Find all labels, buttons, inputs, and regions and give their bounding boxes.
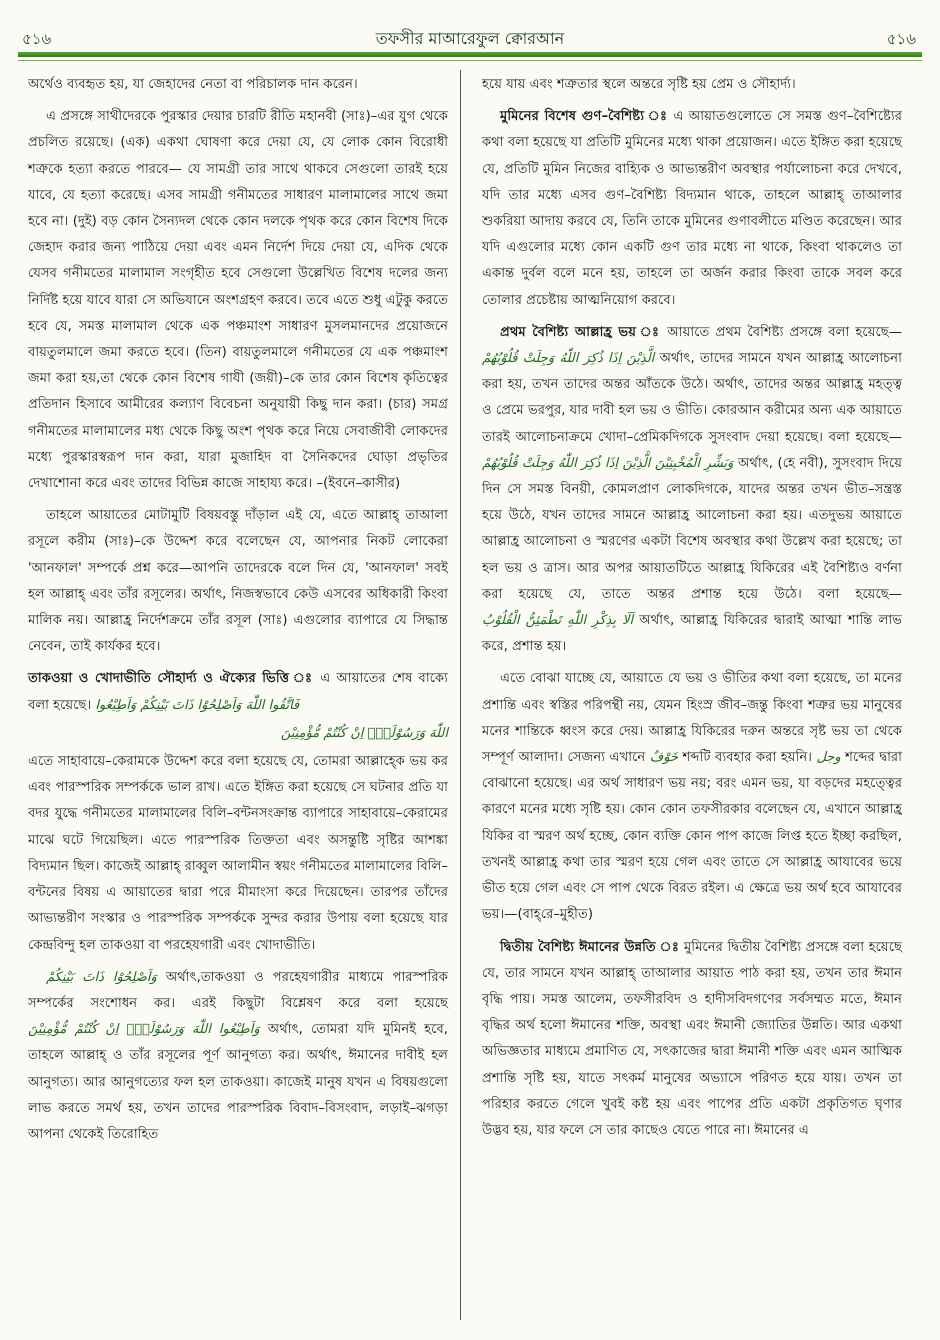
arabic-verse: فَاتَّقُوا اللّٰهَ وَاَصْلِحُوْا ذَاتَ بَيْنِكُمْ وَاَطِيْعُوا [95, 697, 300, 713]
right-column [482, 72, 902, 1150]
running-title: তফসীর মাআরেফুল ক্বোরআন [375, 29, 565, 48]
paragraph [482, 935, 902, 1145]
page-header [0, 0, 940, 60]
paragraph [482, 666, 902, 928]
text-run: অর্থাৎ, (হে নবী), সুসংবাদ দিয়ে দিন সে সমস্ত বিনয়ী, কোমলপ্রাণ লোকদিগকে, যাদের অন্তর তখন ভীত–সন্ত্রস্ত হয়ে উঠে, যখন তাদের সামনে আল্লাহ্র আলোচনা করা হয়। এতদুভয় আয়াতে আল্লাহ্র আলোচনা ও স্মরণের একটা বিশেষ অবস্থার কথা উল্লেখ করা হয়েছে; তা হল ভয় ও ত্রাস। আর অপর আয়াতটিতে আল্লাহ্র যিকিরের এই বৈশিষ্ট্যও বর্ণনা করা হয়েছে যে, তাতে অন্তর প্রশান্ত হয়ে উঠে। বলা হয়েছে— [482, 455, 902, 602]
arabic-verse: وَاَطِيْعُوا اللّٰهَ وَرَسُوْلَهٗۤ اِنْ كُنْتُمْ مُّؤْمِنِيْنَ [28, 1022, 260, 1038]
section-heading: দ্বিতীয় বৈশিষ্ট্য ঈমানের উন্নতি ঃ [500, 939, 680, 955]
header-rule [18, 52, 922, 57]
paragraph: হয়ে যায় এবং শত্রুতার স্থলে অন্তরে সৃষ্টি হয় প্রেম ও সৌহার্দ্য। [482, 77, 796, 92]
page-number-right: ৫১৬ [886, 30, 916, 48]
text-run: অর্থাৎ, আল্লাহ্র যিকিরের দ্বারাই আত্মা শান্তি লাভ করে, প্রশান্ত হয়। [482, 613, 903, 655]
page-number-left: ৫১৬ [22, 30, 52, 48]
arabic-verse: اللّٰهَ وَرَسُوْلَهٗۤ اِنْ كُنْتُمْ مُّؤْمِنِيْنَ [280, 725, 448, 741]
text-run: মুমিনের দ্বিতীয় বৈশিষ্ট্য প্রসঙ্গে বলা হয়েছে যে, তার সামনে যখন আল্লাহ্ তাআলার আয়াত পাঠ করা হয়, তখন তার ঈমান বৃদ্ধি পায়। সমস্ত আলেম, তফসীরবিদ ও হাদীসবিদগণের সর্বসম্মত মতে, ঈমান বৃদ্ধির অর্থ হলো ঈমানের শক্তি, অবস্থা এবং ঈমানী জ্যোতির উন্নতি। আর একথা অভিজ্ঞতার মাধ্যমে প্রমাণিত যে, সৎকাজের দ্বারা ঈমানী শক্তি এবং এমন আত্মিক প্রশান্তি সৃষ্টি হয়, যাতে সৎকর্ম মানুষের অভ্যাসে পরিণত হয়ে যায়। তখন তা পরিহার করতে গেলে খুবই কষ্ট হয় এবং পাপের প্রতি একটা প্রকৃতিগত ঘৃণার উদ্ভব হয়, যার ফলে সে তার কাছেও যেতে পারে না। ঈমানের এ [482, 939, 902, 1138]
text-run: এতে বোঝা যাচ্ছে যে, আয়াতে যে ভয় ও ভীতির কথা বলা হয়েছে, তা মনের প্রশান্তি এবং স্বস্তির পরিপন্থী নয়, যেমন হিংস্র জীব–জন্তু কিংবা শত্রুর ভয় মানুষের মনের শান্তিকে ধ্বংস করে দেয়। আল্লাহ্র যিকিরের দরুন অন্তরে সৃষ্ট ভয় তা থেকে সম্পূর্ণ আলাদা। সেজন্য এখানে [482, 671, 902, 766]
paragraph [482, 320, 902, 661]
paragraph: তাহলে আয়াতের মোটামুটি বিষয়বস্তু দাঁড়াল এই যে, এতে আল্লাহ্ তাআলা রসূলে করীম (সাঃ)–কে উদ্দেশ করে বলেছেন যে, আপনার নিকট লোকেরা 'আনফাল' সম্পর্কে প্রশ্ন করে—আপনি তাদেরকে বলে দিন যে, 'আনফাল' সবই হল আল্লাহ্ এবং তাঁর রসূলের। অর্থাৎ, নিজস্বভাবে কেউ এসবের অধিকারী কিংবা মালিক নয়। আল্লাহ্র নির্দেশক্রমে তাঁর রসূল (সাঃ) এগুলোর ব্যাপারে যে সিদ্ধান্ত নেবেন, তাই কার্যকর হবে। [28, 508, 448, 655]
arabic-verse: الَّذِيْنَ اِذَا ذُكِرَ اللّٰهُ وَجِلَتْ قُلُوْبُهُمْ [482, 351, 655, 367]
paragraph [28, 965, 448, 1148]
paragraph: অর্থেও ব্যবহৃত হয়, যা জেহাদের নেতা বা পরিচালক দান করেন। [28, 77, 358, 92]
text-run: আয়াতে প্রথম বৈশিষ্ট্য প্রসঙ্গে বলা হয়েছে— [667, 324, 902, 340]
text-run: শব্দটি ব্যবহার করা হয়নি। [682, 750, 812, 766]
header-rule-thin [18, 60, 922, 61]
arabic-verse: اَلَا بِذِكْرِ اللّٰهِ تَطْمَئِنُّ الْقُلُوْبُ [482, 613, 634, 629]
paragraph [28, 666, 448, 958]
section-heading: প্রথম বৈশিষ্ট্য আল্লাহ্র ভয় ঃ [500, 324, 662, 340]
paragraph [482, 104, 902, 314]
section-heading: মুমিনের বিশেষ গুণ–বৈশিষ্ট্য ঃ [500, 109, 669, 125]
paragraph: এ প্রসঙ্গে সাথীদেরকে পুরস্কার দেয়ার চারটি রীতি মহানবী (সাঃ)–এর যুগ থেকে প্রচলিত রয়েছে। (এক) একথা ঘোষণা করে দেয়া যে, যে লোক কোন বিরোধী শত্রুকে হত্যা করতে পারবে— যে সামগ্রী তার সাথে থাকবে সেগুলো তারই হয়ে যাবে, যে হত্যা করেছে। এসব সামগ্রী গনীমতের সাধারণ মালামালের সাথে জমা হবে না। (দুই) বড় কোন সৈন্যদল থেকে কোন দলকে পৃথক করে কোন বিশেষ দিকে জেহাদ করার জন্য পাঠিয়ে দেয়া এবং এমন নির্দেশ দিয়ে দেয়া যে, এদিক থেকে যেসব গনীমতের মালামাল সংগৃহীত হবে সেগুলো উল্লেখিত বিশেষ দলের জন্য নির্দিষ্ট হয়ে যাবে যারা সে অভিযানে অংশগ্রহণ করবে। তবে এতে শুধু এটুকু করতে হবে যে, সমস্ত মালামাল থেকে এক পঞ্চমাংশ সাধারণ মুসলমানদের প্রয়োজনে বায়তুলমালে জমা করতে হবে। (তিন) বায়তুলমালে গনীমতের যে এক পঞ্চমাংশ জমা করা হয়,তা থেকে কোন বিশেষ গাযী (জয়ী)–কে তার কোন বিশেষ কৃতিত্বের প্রতিদান হিসাবে আমীরের কল্যাণ বিবেচনা অনুযায়ী কিছু দান করা। (চার) সমগ্র গনীমতের মালামালের মধ্য থেকে কিছু অংশ পৃথক করে নিয়ে সেবাজীবী লোকদের মধ্যে পুরস্কারস্বরূপ দান করা, যারা মুজাহিদ বা সৈনিকদের ঘোড়া প্রভৃতির দেখাশোনা করে এবং তাদের বিভিন্ন কাজে সাহায্য করে। –(ইবনে–কাসীর) [28, 109, 448, 492]
arabic-word: خَوْفٌ [649, 750, 678, 766]
arabic-verse: وَاَصْلِحُوْا ذَاتَ بَيْنِكُمْ [46, 969, 157, 985]
column-divider [460, 70, 461, 1320]
text-run: অর্থাৎ, তাদের সামনে যখন আল্লাহ্র আলোচনা করা হয়, তখন তাদের অন্তর আঁতকে উঠে। অর্থাৎ, তাদের অন্তর আল্লাহ্র মহত্ত্ব ও প্রেমে ভরপুর, যার দাবী হল ভয় ও ভীতি। কোরআন করীমের অন্য এক আয়াতে তারই আলোচনাক্রমে খোদা–প্রেমিকদিগকে সুসংবাদ দেয়া হয়েছে। বলা হয়েছে— [482, 351, 902, 445]
text-run: এ আয়াতের শেষ বাক্যে বলা হয়েছে। [28, 671, 448, 713]
text-run: অর্থাৎ, তোমরা যদি মুমিনই হবে, তাহলে আল্লাহ্ ও তাঁর রসূলের পূর্ণ আনুগত্য কর। অর্থাৎ, ঈমানের দাবীই হল আনুগত্য। আর আনুগত্যের ফল হল তাকওয়া। কাজেই মানুষ যখন এ বিষয়গুলো লাভ করতে সমর্থ হয়, তখন তাদের পারস্পরিক বিবাদ–বিসংবাদ, লড়াই–ঝগড়া আপনা থেকেই তিরোহিত [28, 1022, 448, 1142]
text-run: এতে সাহাবায়ে–কেরামকে উদ্দেশ করে বলা হয়েছে যে, তোমরা আল্লাহ্কে ভয় কর এবং পারস্পরিক সম্পর্ককে ভাল রাখ। এতে ইঙ্গিত করা হয়েছে সে ঘটনার প্রতি যা বদর যুদ্ধে গনীমতের মালামালের বিলি–বন্টনসংক্রান্ত ব্যাপারে সাহাবায়ে–কেরামের মাঝে ঘটে গিয়েছিল। এতে পারস্পরিক তিক্ততা এবং অসন্তুষ্টি সৃষ্টির আশঙ্কা বিদ্যমান ছিল। কাজেই আল্লাহ্ রাব্বুল আলামীন স্বয়ং গনীমতের মালামালের বিলি–বন্টনের বিষয় এ আয়াতের দ্বারা পরে মীমাংসা করে দিয়েছেন। তারপর তাঁদের আভ্যন্তরীণ সংস্কার ও পারস্পরিক সম্পর্ককে সুন্দর করার উপায় বলা হয়েছে যার কেন্দ্রবিন্দু হল তাকওয়া বা পরহেযগারী এবং খোদাভীতি। [28, 754, 448, 953]
text-run: শব্দের দ্বারা বোঝানো হয়েছে। এর অর্থ সাধারণ ভয় নয়; বরং এমন ভয়, যা বড়দের মহত্ত্বের কারণে মনের মধ্যে সৃষ্টি হয়। কোন কোন তফসীরকার বলেছেন যে, এখানে আল্লাহ্র যিকির বা স্মরণ অর্থ হচ্ছে, কোন ব্যক্তি কোন পাপ কাজে লিপ্ত হতে ইচ্ছা করছিল, তখনই আল্লাহ্র কথা তার স্মরণ হয়ে গেল এবং তাতে সে আল্লাহ্র আযাবের ভয়ে ভীত হয়ে গেল এবং সে পাপ থেকে বিরত রইল। এ ক্ষেত্রে ভয় অর্থ হবে আযাবের ভয়।—(বাহ্‌রে–মুহীত) [482, 750, 902, 923]
arabic-word: وجل [816, 750, 841, 766]
arabic-verse: الْمُخْبِتِيْنَ الَّذِيْنَ اِذَا ذُكِرَ اللّٰهُ وَجِلَتْ قُلُوْبُهُمْ [482, 455, 701, 471]
left-column [28, 72, 448, 1154]
section-heading: তাকওয়া ও খোদাভীতি সৌহার্দ্য ও ঐক্যের ভিত্তি ঃ [28, 671, 315, 687]
arabic-verse: وَبَشِّرِ [704, 455, 734, 471]
text-run: অর্থাৎ,তাকওয়া ও পরহেযগারীর মাধ্যমে পারস্পরিক সম্পর্কের সংশোধন কর। এরই কিছুটা বিশ্লেষণ করে বলা হয়েছে [28, 969, 448, 1011]
text-run: এ আয়াতগুলোতে সে সমস্ত গুণ–বৈশিষ্ট্যের কথা বলা হয়েছে যা প্রতিটি মুমিনের মধ্যে থাকা প্রয়োজন। এতে ইঙ্গিত করা হয়েছে যে, প্রতিটি মুমিন নিজের বাহ্যিক ও আভ্যন্তরীণ অবস্থার পর্যালোচনা করে দেখবে, যদি তার মধ্যে এসব গুণ–বৈশিষ্ট্য বিদ্যমান থাকে, তাহলে আল্লাহ্ তাআলার শুকরিয়া আদায় করবে যে, তিনি তাকে মুমিনের গুণাবলীতে মণ্ডিত করেছেন। আর যদি এগুলোর মধ্যে কোন একটি গুণ তার মধ্যে না থাকে, কিংবা থাকলেও তা একান্ত দুর্বল বলে মনে হয়, তাহলে তা অর্জন করার কিংবা তাকে সবল করে তোলার প্রচেষ্টায় আত্মনিয়োগ করবে। [482, 109, 902, 308]
